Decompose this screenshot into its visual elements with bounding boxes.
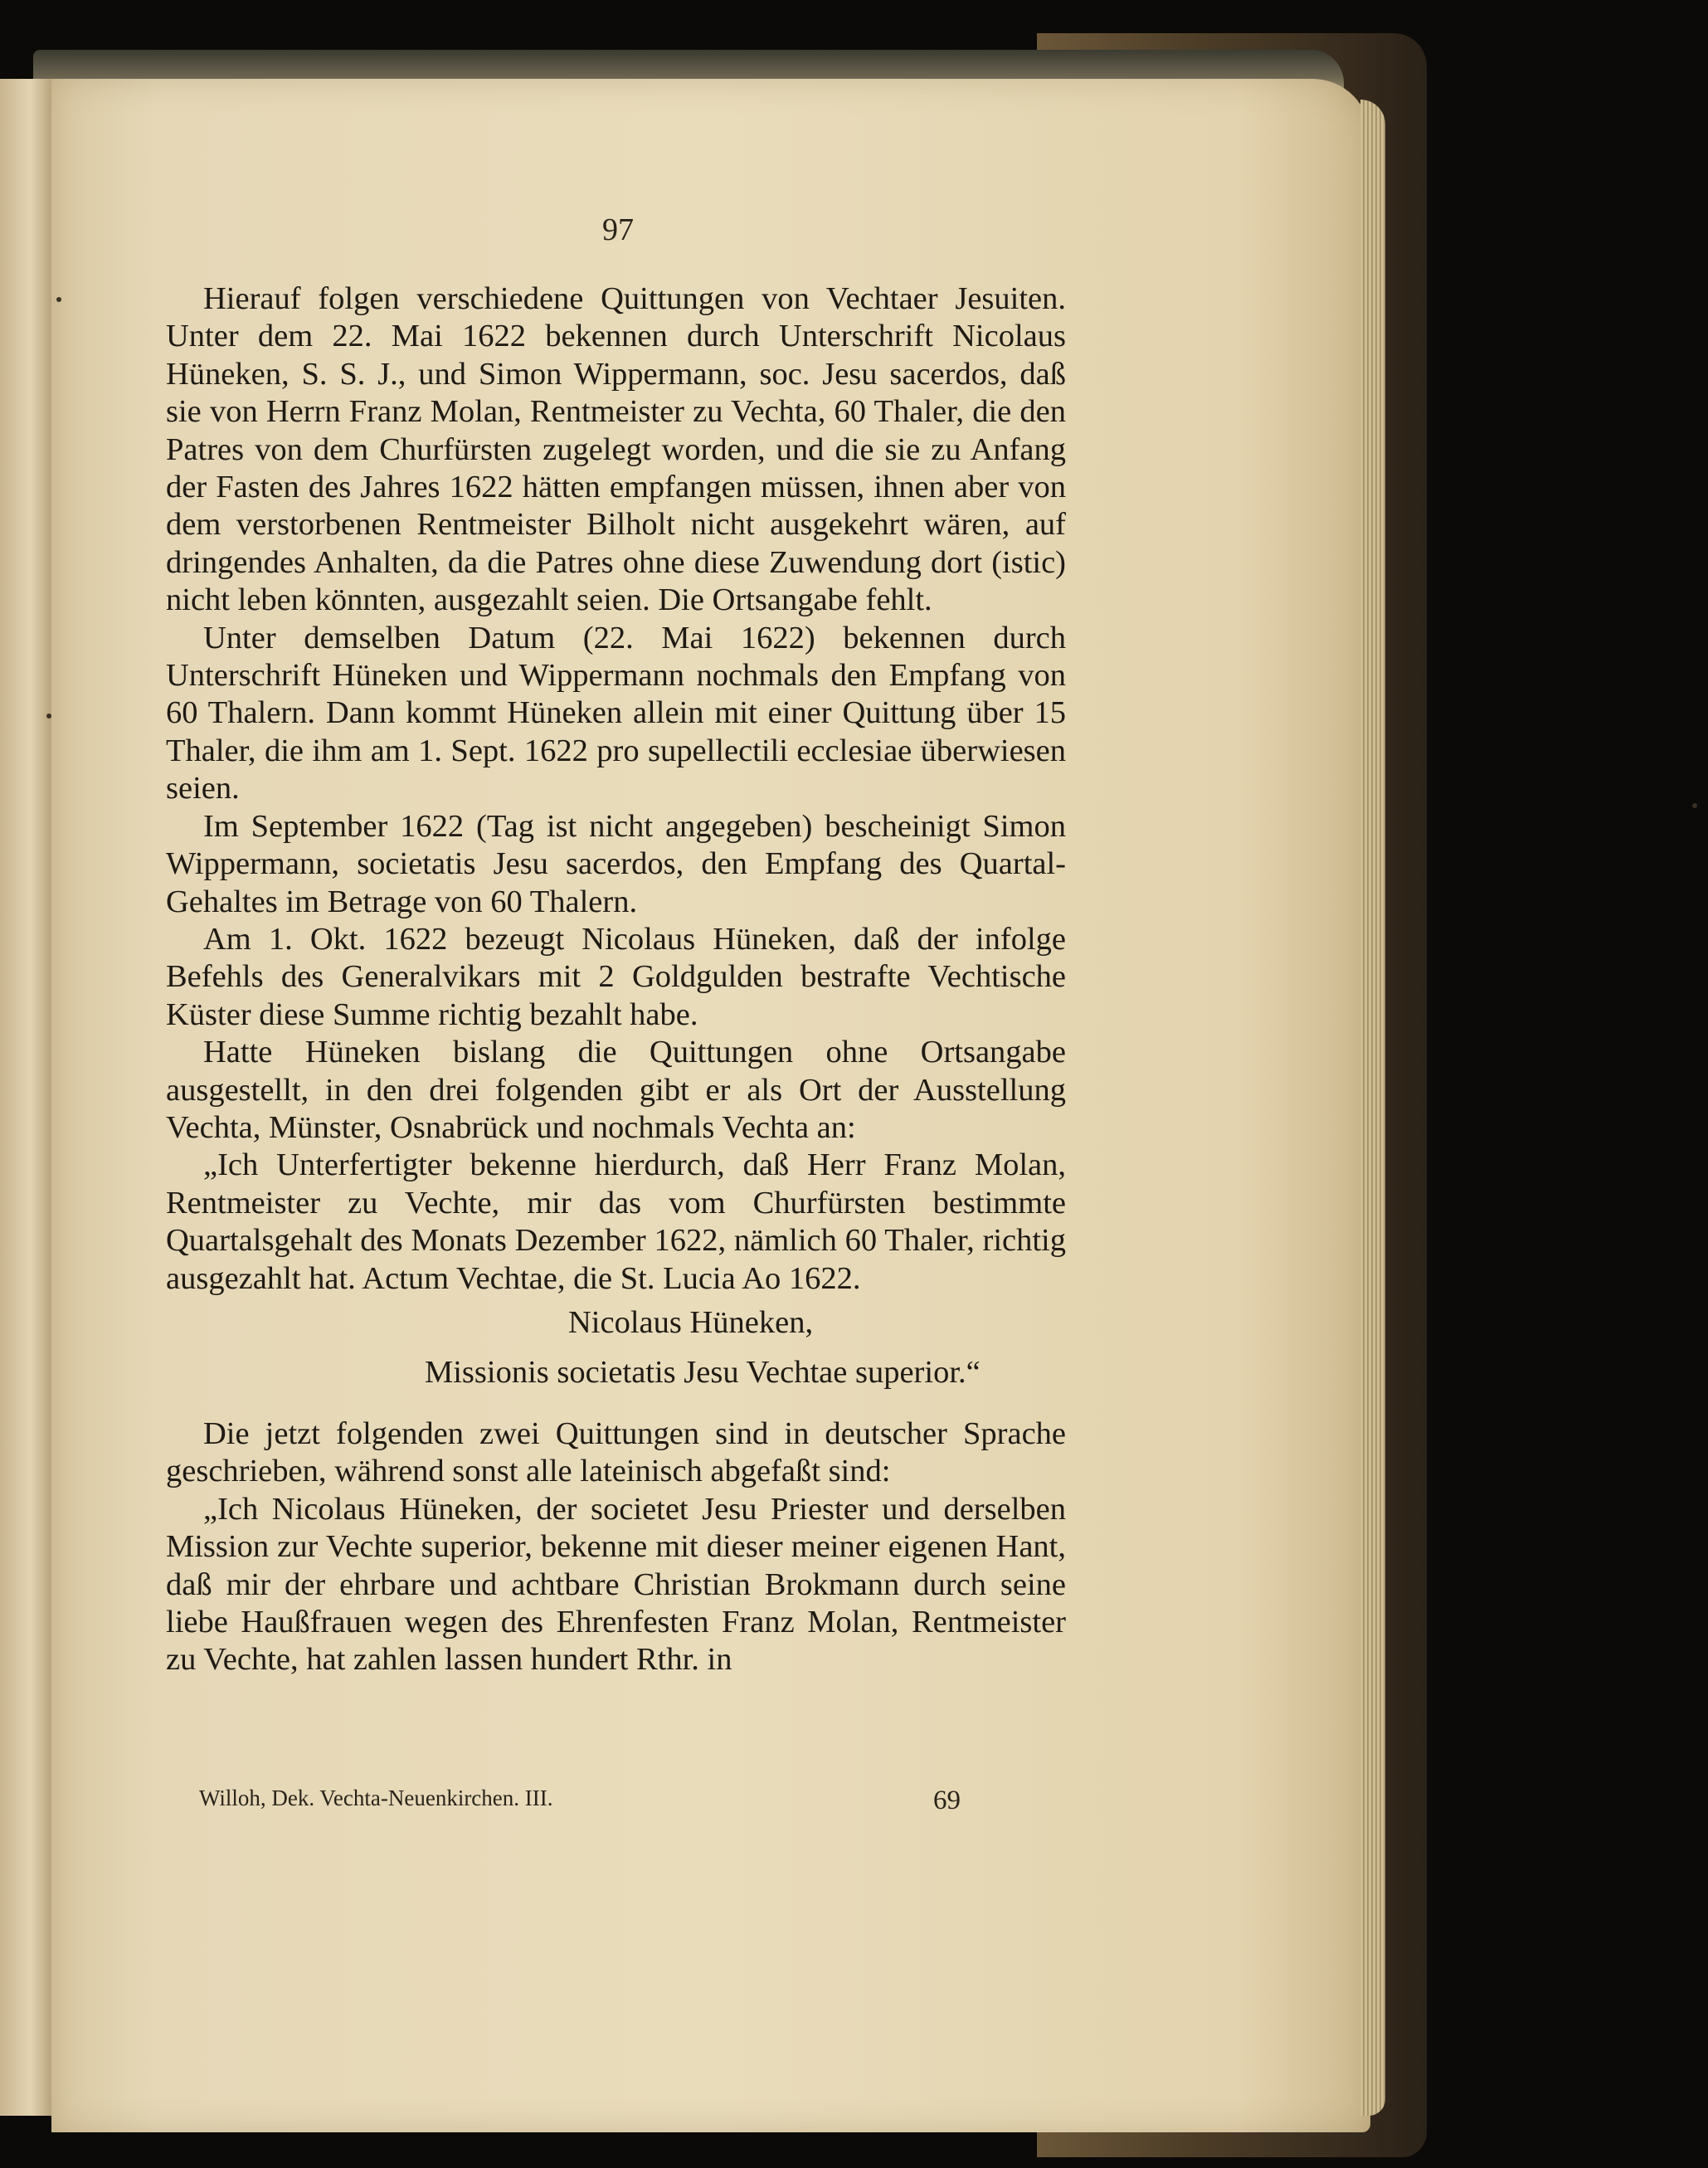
paragraph-2: Unter demselben Datum (22. Mai 1622) bekennen durch Unterschrift Hüneken und Wippermann nochmals den Empfang von 60 Thalern. Dann kommt Hüneken allein mit einer Quittung über 15 Thaler, die ihm am 1. Sept. 1622 pro supellectili ecclesiae überwiesen seien. (166, 620, 1066, 806)
speck (1692, 803, 1697, 808)
signature-title: Missionis societatis Jesu Vechtae superior.“ (425, 1354, 981, 1390)
paragraph-5: Hatte Hüneken bislang die Quittungen ohne Ortsangabe ausgestellt, in den drei folgenden gibt er als Ort der Ausstellung Vechta, Münster, Osnabrück und nochmals Vechta an: (166, 1035, 1066, 1145)
paragraph-8: „Ich Nicolaus Hüneken, der societet Jesu Priester und derselben Mission zur Vechte superior, bekenne mit dieser meiner eigenen Hant, daß mir der ehrbare und achtbare Christian Brokmann durch seine liebe Haußfrauen wegen des Ehrenfesten Franz Molan, Rentmeister zu Vechte, hat zahlen lassen hundert Rthr. in (166, 1491, 1066, 1678)
facing-page (0, 79, 54, 2116)
paragraph-7: Die jetzt folgenden zwei Quittungen sind in deutscher Sprache geschrieben, während sonst alle lateinisch abgefaßt sind: (166, 1415, 1066, 1489)
speck (56, 297, 61, 302)
page-number: 97 (602, 212, 634, 247)
paragraph-1: Hierauf folgen verschiedene Quittungen von Vechtaer Jesuiten. Unter dem 22. Mai 1622 bekennen durch Unterschrift Nicolaus Hüneken, S. S. J., und Simon Wippermann, soc. Jesu sacerdos, daß sie von Herrn Franz Molan, Rentmeister zu Vechta, 60 Thaler, die den Patres von dem Churfürsten zugelegt worden, und die sie zu Anfang der Fasten des Jahres 1622 hätten empfangen müssen, ihnen aber von dem verstorbenen Rentmeister Bilholt nicht ausgekehrt wären, auf dringendes Anhalten, da die Patres ohne diese Zuwendung dort (istic) nicht leben könnten, ausgezahlt seien. Die Ortsangabe fehlt. (166, 281, 1066, 618)
page-edges (1360, 100, 1385, 2116)
paragraph-6: „Ich Unterfertigter bekenne hierdurch, daß Herr Franz Molan, Rentmeister zu Vechte, mir das vom Churfürsten bestimmte Quartalsgehalt des Monats Dezember 1622, nämlich 60 Thaler, richtig ausgezahlt hat. Actum Vechtae, die St. Lucia Ao 1622. (166, 1147, 1066, 1296)
page-body (166, 280, 1066, 1679)
paragraph-4: Am 1. Okt. 1622 bezeugt Nicolaus Hüneken, daß der infolge Befehls des Generalvikars mit 2 Goldgulden bestrafte Vechtische Küster diese Summe richtig bezahlt habe. (166, 921, 1066, 1032)
spacer (166, 1397, 1066, 1415)
footer-sheet-number: 69 (933, 1786, 961, 1815)
signature-block (166, 1298, 1066, 1397)
signature-name: Nicolaus Hüneken, (568, 1304, 814, 1340)
paragraph-3: Im September 1622 (Tag ist nicht angegeben) bescheinigt Simon Wippermann, societatis Jesu sacerdos, den Empfang des Quartal-Gehaltes im Betrage von 60 Thalern. (166, 808, 1066, 919)
speck (46, 714, 51, 719)
footer-signature: Willoh, Dek. Vechta-Neuenkirchen. III. (199, 1786, 553, 1810)
